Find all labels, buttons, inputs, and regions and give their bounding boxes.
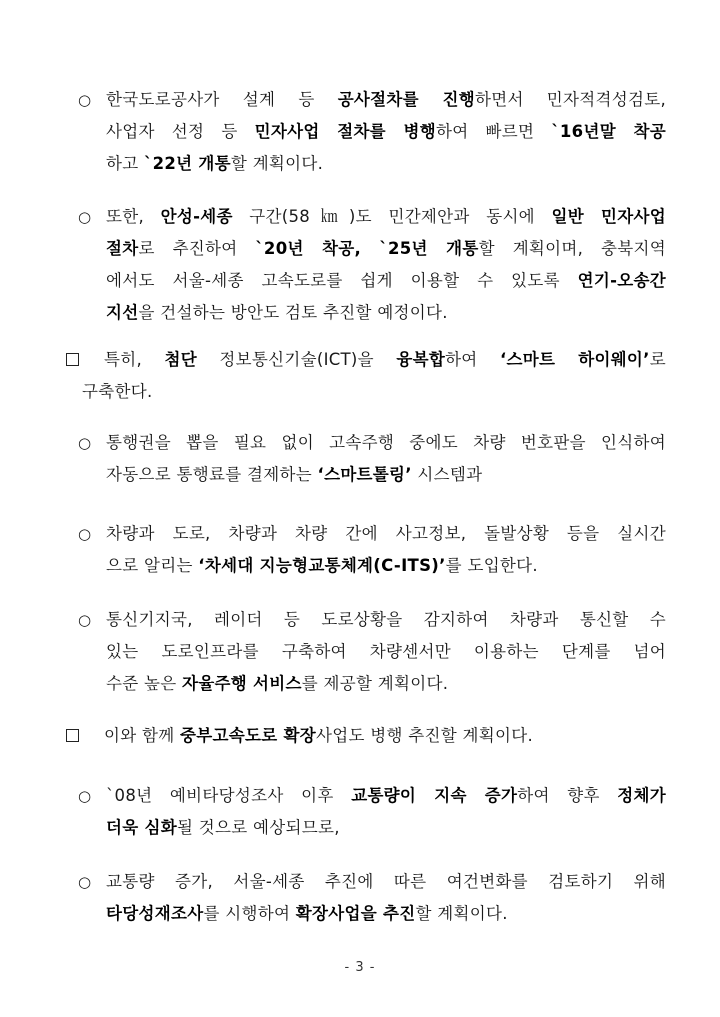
- text-line: 특히, 첨단 정보통신기술(ICT)을 융복합하여 ‘스마트 하이웨이’로: [66, 344, 666, 376]
- text-line: 으로 알리는 ‘차세대 지능형교통체계(C-ITS)’를 도입한다.: [106, 556, 538, 575]
- text-line: 에서도 서울-세종 고속도로를 쉽게 이용할 수 있도록 연기-오송간: [106, 271, 666, 290]
- circle-bullet-icon: ○: [78, 525, 92, 543]
- circle-bullet-icon: ○: [78, 208, 92, 226]
- circle-bullet-icon: ○: [78, 873, 92, 891]
- text-line: 사업자 선정 등 민자사업 절차를 병행하여 빠르면 `16년말 착공: [106, 122, 666, 141]
- bullet-item-smart-tolling: [76, 427, 666, 491]
- square-bullet-icon: [66, 729, 79, 742]
- text-line: 자동으로 통행료를 결제하는 ‘스마트톨링’ 시스템과: [106, 465, 483, 484]
- circle-bullet-icon: ○: [78, 787, 92, 805]
- text-line: ○ 차량과 도로, 차량과 차량 간에 사고정보, 돌발상황 등을 실시간: [76, 518, 666, 550]
- text-line: ○ `08년 예비타당성조사 이후 교통량이 지속 증가하여 향후 정체가: [76, 780, 666, 812]
- text-line: 타당성재조사를 시행하여 확장사업을 추진할 계획이다.: [106, 904, 508, 923]
- text-line: ○ 교통량 증가, 서울-세종 추진에 따른 여건변화를 검토하기 위해: [76, 866, 666, 898]
- text-line: 하고 `22년 개통할 계획이다.: [106, 154, 324, 173]
- text-line: 더욱 심화될 것으로 예상되므로,: [106, 818, 340, 837]
- bullet-item-anseong-sejong: [76, 201, 666, 329]
- main-item-jungbu-expansion: [66, 720, 666, 752]
- text-line: 이와 함께 중부고속도로 확장사업도 병행 추진할 계획이다.: [66, 720, 666, 752]
- bullet-item-construction-schedule: [76, 84, 666, 180]
- circle-bullet-icon: ○: [78, 611, 92, 629]
- bullet-item-traffic-increase: [76, 780, 666, 844]
- text-line: ○ 통행권을 뽑을 필요 없이 고속주행 중에도 차량 번호판을 인식하여: [76, 427, 666, 459]
- text-line: 수준 높은 자율주행 서비스를 제공할 계획이다.: [106, 674, 449, 693]
- text-line: ○ 또한, 안성-세종 구간(58㎞)도 민간제안과 동시에 일반 민자사업: [76, 201, 666, 233]
- text-line: 절차로 추진하여 `20년 착공, `25년 개통할 계획이며, 충북지역: [106, 239, 666, 258]
- text-line: ○ 통신기지국, 레이더 등 도로상황을 감지하여 차량과 통신할 수: [76, 604, 666, 636]
- text-line: 지선을 건설하는 방안도 검토 추진할 예정이다.: [106, 303, 448, 322]
- circle-bullet-icon: ○: [78, 434, 92, 452]
- text-line: 구축한다.: [82, 382, 153, 401]
- text-line: ○ 한국도로공사가 설계 등 공사절차를 진행하면서 민자적격성검토,: [76, 84, 666, 116]
- circle-bullet-icon: ○: [78, 91, 92, 109]
- main-item-smart-highway: [66, 344, 666, 408]
- text-line: 있는 도로인프라를 구축하여 차량센서만 이용하는 단계를 넘어: [106, 642, 666, 661]
- bullet-item-feasibility-study: [76, 866, 666, 930]
- square-bullet-icon: [66, 353, 79, 366]
- page-number: - 3 -: [344, 960, 376, 975]
- bullet-item-autonomous-driving: [76, 604, 666, 700]
- bullet-item-c-its: [76, 518, 666, 582]
